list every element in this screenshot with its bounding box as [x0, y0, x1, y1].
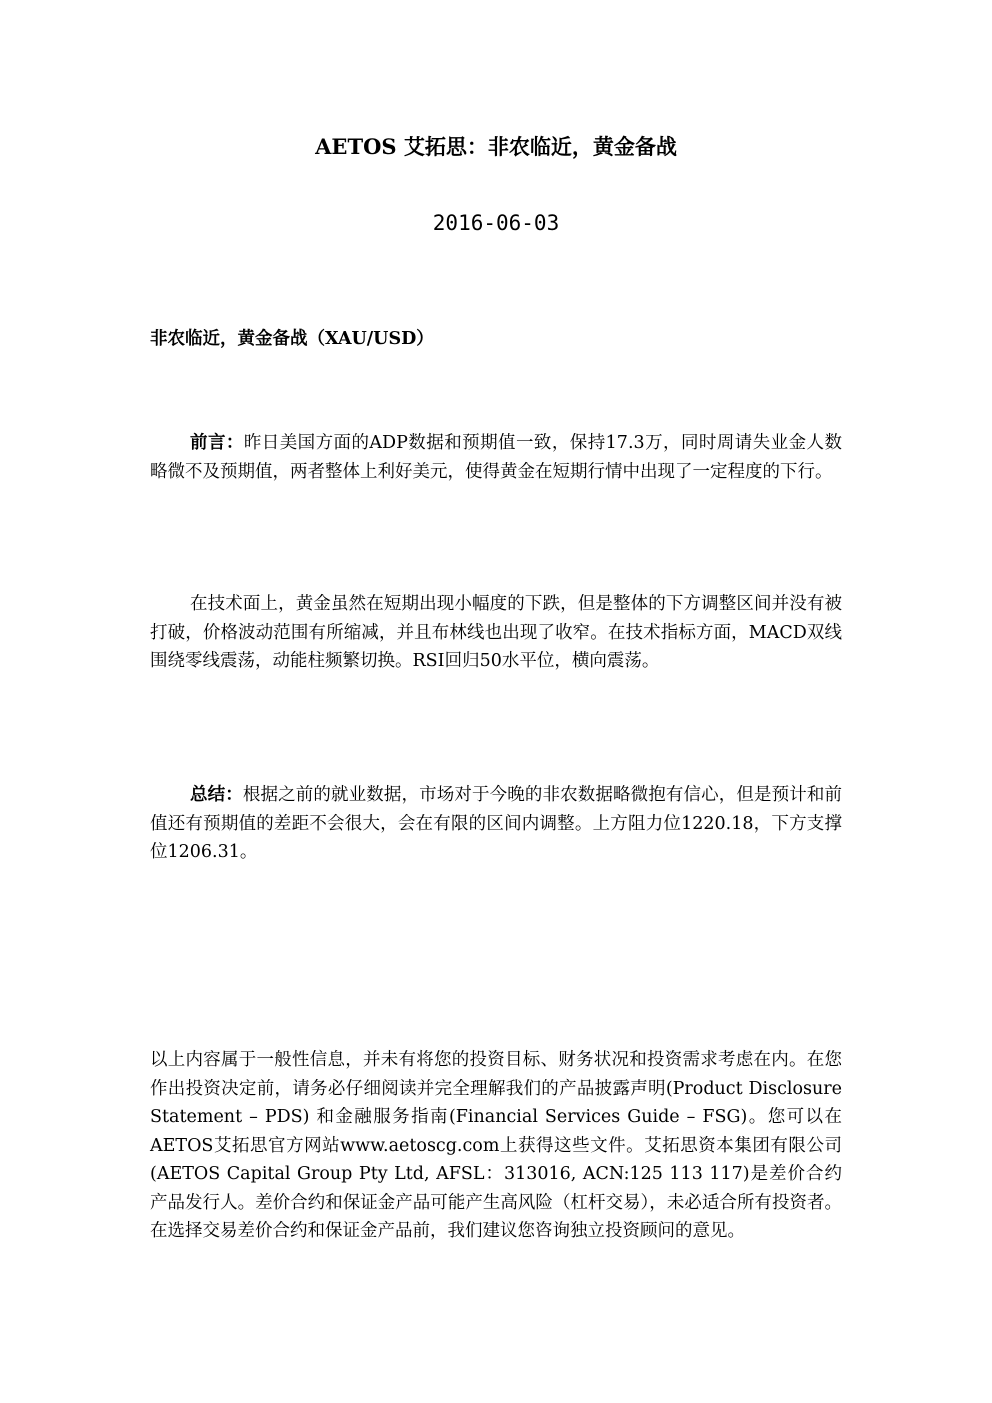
paragraph-technical — [150, 590, 842, 676]
section-heading: 非农临近，黄金备战（XAU/USD） — [150, 329, 434, 349]
paragraph-lead: 总结： — [190, 785, 243, 805]
paragraph-text: 根据之前的就业数据，市场对于今晚的非农数据略微抱有信心，但是预计和前值还有预期值的差距不会很大，会在有限的区间内调整。上方阻力位1220.18，下方支撑位1206.31。 — [150, 785, 842, 862]
paragraph-lead: 前言： — [190, 433, 244, 453]
paragraph-text: 在技术面上，黄金虽然在短期出现小幅度的下跌，但是整体的下方调整区间并没有被打破，价格波动范围有所缩减，并且布林线也出现了收窄。在技术指标方面，MACD双线围绕零线震荡，动能柱频繁切换。RSI回归50水平位，横向震荡。 — [150, 594, 842, 671]
paragraph-preface — [150, 429, 842, 486]
document-date: 2016-06-03 — [432, 211, 560, 235]
disclaimer-text: 以上内容属于一般性信息，并未有将您的投资目标、财务状况和投资需求考虑在内。在您作出投资决定前，请务必仔细阅读并完全理解我们的产品披露声明(Product Disclosure Statement – PDS) 和金融服务指南(Financial Services Guide – FSG)。您可以在AETOS艾拓思官方网站www.aetoscg.com上获得这些文件。艾拓思资本集团有限公司(AETOS Capital Group Pty Ltd, AFSL：313016, ACN:125 113 117)是差价合约产品发行人。差价合约和保证金产品可能产生高风险（杠杆交易），未必适合所有投资者。在选择交易差价合约和保证金产品前，我们建议您咨询独立投资顾问的意见。 — [150, 1050, 842, 1241]
document-title: AETOS 艾拓思：非农临近，黄金备战 — [315, 134, 677, 159]
paragraph-text: 昨日美国方面的ADP数据和预期值一致，保持17.3万，同时周请失业金人数略微不及预期值，两者整体上利好美元，使得黄金在短期行情中出现了一定程度的下行。 — [150, 433, 843, 482]
paragraph-summary — [150, 781, 842, 867]
